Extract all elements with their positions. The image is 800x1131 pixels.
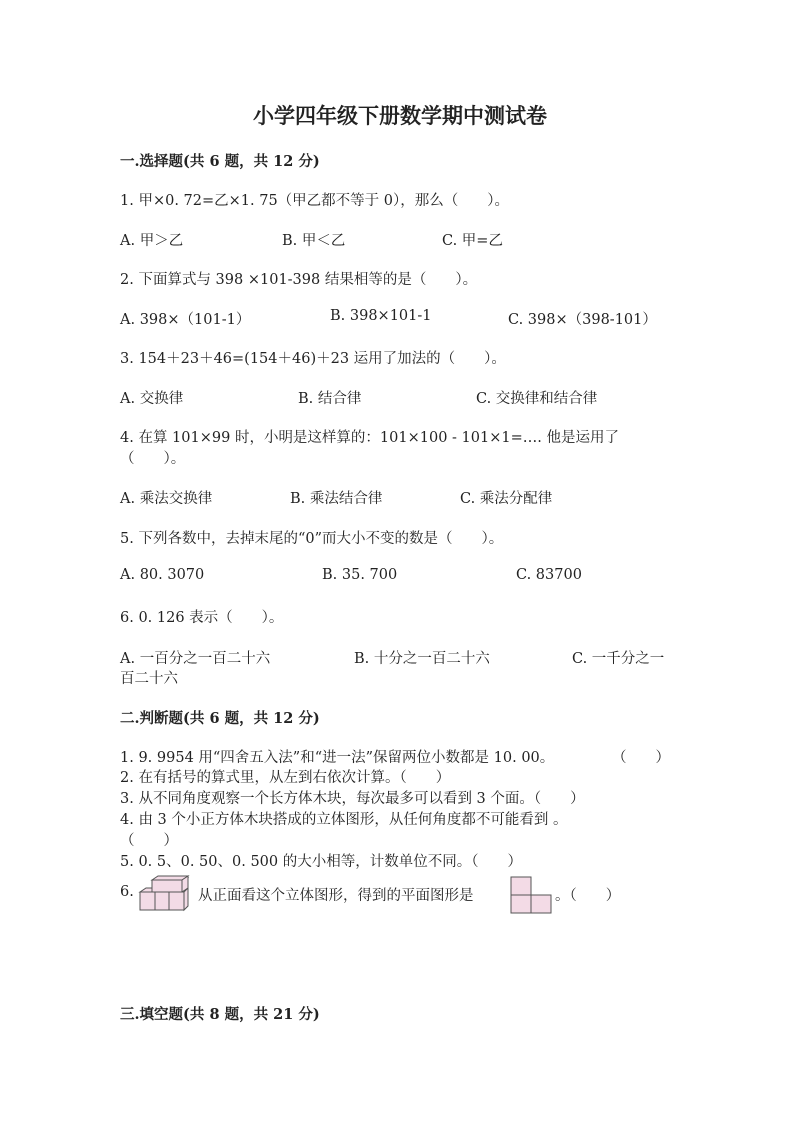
- cube-stack-figure: [138, 876, 194, 914]
- q4-option-b: B. 乘法结合律: [290, 491, 383, 507]
- judge-6-tail: 。（ ）: [555, 888, 621, 904]
- q5-option-b: B. 35. 700: [322, 567, 398, 583]
- q5-option-a: A. 80. 3070: [120, 567, 205, 583]
- judge-1-text: 1. 9. 9954 用“四舍五入法”和“进一法”保留两位小数都是 10. 00。: [120, 750, 555, 766]
- judge-2-text: 2. 在有括号的算式里，从左到右依次计算。（ ）: [120, 770, 451, 786]
- q2-option-b: B. 398×101-1: [330, 308, 432, 324]
- q3-stem: 3. 154＋23＋46=(154＋46)＋23 运用了加法的（ ）。: [120, 351, 506, 367]
- q6-stem: 6. 0. 126 表示（ ）。: [120, 610, 284, 626]
- q5-option-c: C. 83700: [516, 567, 582, 583]
- q6-option-c: C. 一千分之一: [572, 651, 665, 667]
- q6-option-c-cont: 百二十六: [120, 671, 178, 687]
- q3-option-a: A. 交换律: [120, 391, 184, 407]
- front-view-figure: [510, 876, 552, 914]
- q2-option-c: C. 398×（398-101）: [508, 312, 657, 328]
- q2-option-a: A. 398×（101-1）: [120, 312, 251, 328]
- judge-4-line2: （ ）: [120, 833, 178, 849]
- q3-option-b: B. 结合律: [298, 391, 362, 407]
- q1-option-c: C. 甲=乙: [442, 233, 503, 249]
- q4-option-a: A. 乘法交换律: [120, 491, 213, 507]
- judge-6-text: 从正面看这个立体图形，得到的平面图形是: [198, 888, 474, 904]
- judge-5-text: 5. 0. 5、0. 50、0. 500 的大小相等，计数单位不同。（ ）: [120, 854, 522, 870]
- q2-stem: 2. 下面算式与 398 ×101-398 结果相等的是（ ）。: [120, 272, 478, 288]
- q1-option-b: B. 甲＜乙: [282, 233, 346, 249]
- q4-stem: 4. 在算 101×99 时，小明是这样算的：101×100 - 101×1=…. 他是运用了: [120, 430, 619, 446]
- q5-stem: 5. 下列各数中，去掉末尾的“0”而大小不变的数是（ ）。: [120, 531, 504, 547]
- q3-option-c: C. 交换律和结合律: [476, 391, 598, 407]
- q6-option-a: A. 一百分之一百二十六: [120, 651, 271, 667]
- q4-stem-line2: （ ）。: [120, 451, 186, 467]
- q4-option-c: C. 乘法分配律: [460, 491, 553, 507]
- section-2-heading: 二.判断题(共 6 题，共 12 分): [120, 710, 320, 727]
- judge-1-bracket: （ ）: [612, 750, 670, 766]
- q1-stem: 1. 甲×0. 72=乙×1. 75（甲乙都不等于 0），那么（ ）。: [120, 193, 510, 209]
- judge-4-text: 4. 由 3 个小正方体木块搭成的立体图形，从任何角度都不可能看到 。: [120, 812, 568, 828]
- q6-option-b: B. 十分之一百二十六: [354, 651, 490, 667]
- judge-6-number: 6.: [120, 884, 134, 900]
- section-1-heading: 一.选择题(共 6 题，共 12 分): [120, 153, 320, 170]
- page-title: 小学四年级下册数学期中测试卷: [253, 103, 547, 128]
- section-3-heading: 三.填空题(共 8 题，共 21 分): [120, 1006, 320, 1023]
- judge-3-text: 3. 从不同角度观察一个长方体木块，每次最多可以看到 3 个面。（ ）: [120, 791, 585, 807]
- q1-option-a: A. 甲＞乙: [120, 233, 184, 249]
